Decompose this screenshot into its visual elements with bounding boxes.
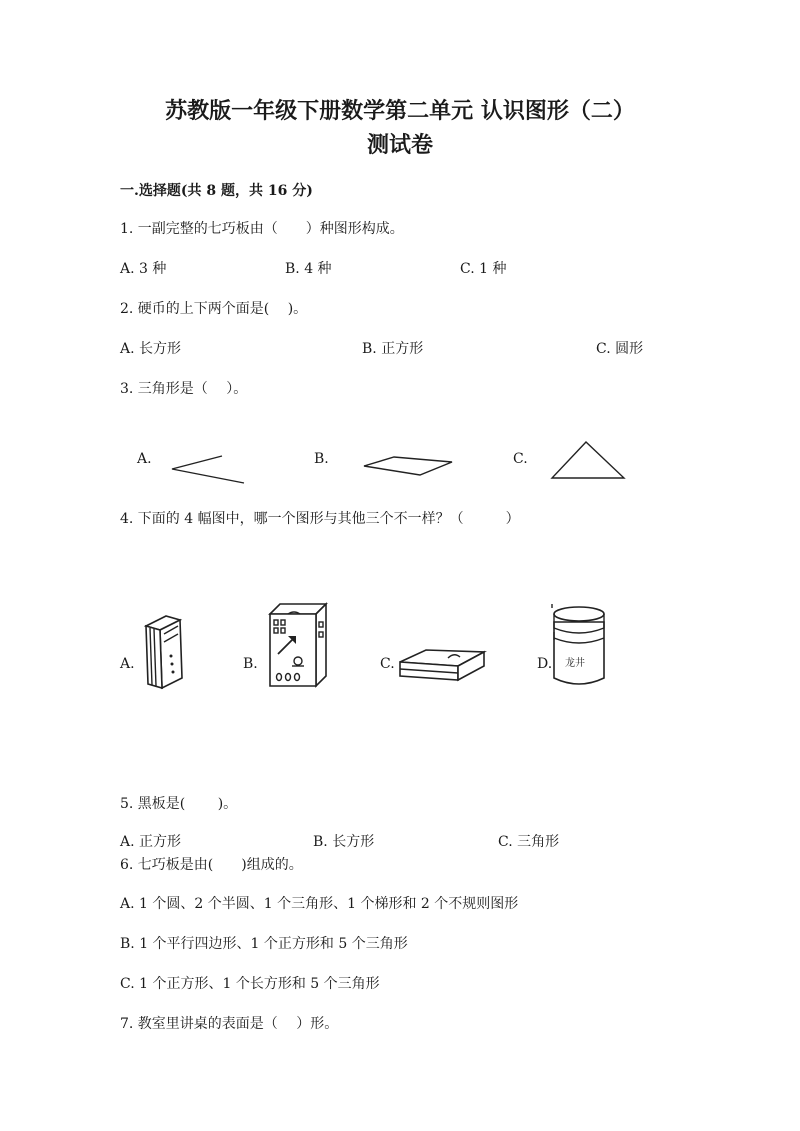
q3-option-a[interactable]: A. <box>137 451 152 467</box>
question-4: 4. 下面的 4 幅图中，哪一个图形与其他三个不一样？（ ） <box>120 511 520 527</box>
q5-option-c[interactable]: C. 三角形 <box>498 834 560 850</box>
q3-shape-a-open-angle <box>168 452 248 486</box>
q4-option-c[interactable]: C. <box>380 656 395 672</box>
q2-option-b[interactable]: B. 正方形 <box>362 341 424 357</box>
q6-option-c[interactable]: C. 1 个正方形、1 个长方形和 5 个三角形 <box>120 976 380 992</box>
question-3: 3. 三角形是（ ）。 <box>120 381 248 397</box>
q4-option-a[interactable]: A. <box>120 656 135 672</box>
q2-option-a[interactable]: A. 长方形 <box>120 341 182 357</box>
q3-shape-c-triangle <box>550 440 628 482</box>
question-5: 5. 黑板是( )。 <box>120 796 238 812</box>
q5-option-b[interactable]: B. 长方形 <box>313 834 375 850</box>
question-2: 2. 硬币的上下两个面是( )。 <box>120 301 308 317</box>
section-heading: 一.选择题(共 8 题，共 16 分) <box>120 183 313 199</box>
q1-option-c[interactable]: C. 1 种 <box>460 261 507 277</box>
question-6: 6. 七巧板是由( )组成的。 <box>120 857 303 873</box>
q2-option-c[interactable]: C. 圆形 <box>596 341 644 357</box>
q4-option-d[interactable]: D. <box>537 656 553 672</box>
q4-book-picture <box>140 612 186 692</box>
page-title-line1: 苏教版一年级下册数学第二单元 认识图形（二） <box>165 98 635 124</box>
q4-box-picture <box>264 600 330 690</box>
q1-option-a[interactable]: A. 3 种 <box>120 261 167 277</box>
q3-option-c[interactable]: C. <box>513 451 528 467</box>
page-title-line2: 测试卷 <box>366 132 433 158</box>
q4-flat-box-picture <box>396 640 488 686</box>
q3-option-b[interactable]: B. <box>314 451 329 467</box>
question-1: 1. 一副完整的七巧板由（ ）种图形构成。 <box>120 221 404 237</box>
q5-option-a[interactable]: A. 正方形 <box>120 834 182 850</box>
question-7: 7. 教室里讲桌的表面是（ ）形。 <box>120 1016 339 1032</box>
q1-option-b[interactable]: B. 4 种 <box>285 261 332 277</box>
q3-shape-b-rhombus <box>360 454 456 478</box>
jar-label: 龙井 <box>565 658 585 669</box>
q4-tea-jar-picture <box>548 604 610 690</box>
q6-option-b[interactable]: B. 1 个平行四边形、1 个正方形和 5 个三角形 <box>120 936 408 952</box>
q6-option-a[interactable]: A. 1 个圆、2 个半圆、1 个三角形、1 个梯形和 2 个不规则图形 <box>120 896 519 912</box>
q4-option-b[interactable]: B. <box>243 656 258 672</box>
